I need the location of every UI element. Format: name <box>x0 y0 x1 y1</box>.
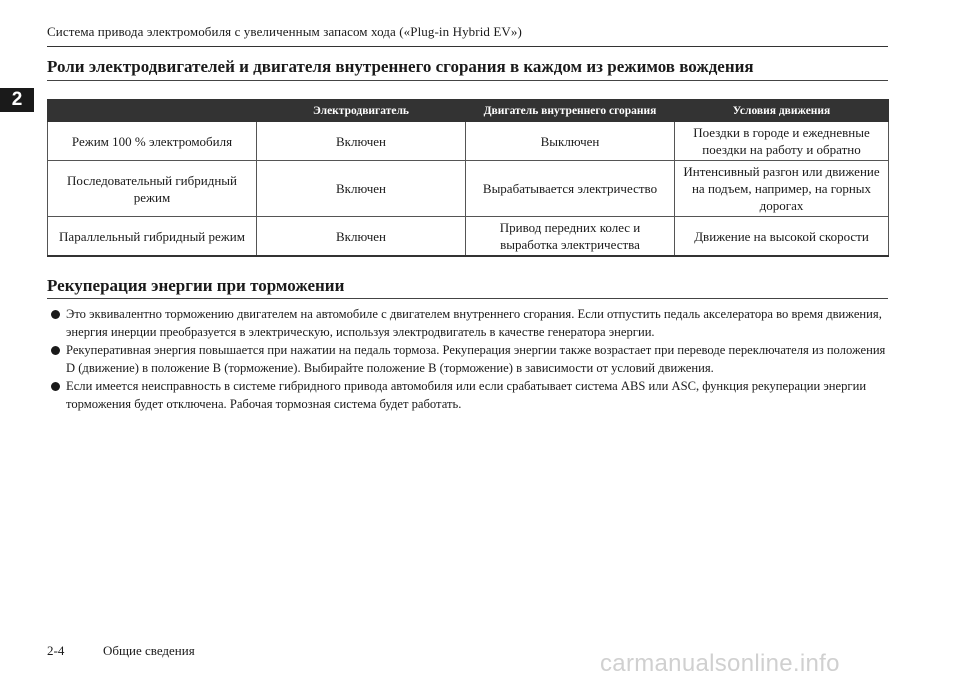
running-header: Система привода электромобиля с увеличенным запасом хода («Plug-in Hybrid EV») <box>47 24 522 39</box>
table-cell: Режим 100 % электромобиля <box>48 122 257 161</box>
table-header-cell: Условия движения <box>675 100 889 122</box>
table-cell: Параллельный гибридный режим <box>48 217 257 257</box>
table-cell: Вырабатывается электричество <box>466 161 675 217</box>
section-title-regen-braking: Рекуперация энергии при торможении <box>47 276 345 295</box>
page-number: 2-4 <box>47 643 65 658</box>
table-cell: Включен <box>257 217 466 257</box>
footer-section-name: Общие сведения <box>103 643 195 658</box>
driving-modes-table <box>47 99 889 257</box>
table-cell: Последовательный гибридный режим <box>48 161 257 217</box>
table-header-cell <box>48 100 257 122</box>
table-cell: Выключен <box>466 122 675 161</box>
bullet-icon <box>51 346 60 355</box>
chapter-tab: 2 <box>0 88 34 112</box>
section-title-driving-modes: Роли электродвигателей и двигателя внутреннего сгорания в каждом из режимов вождения <box>47 57 754 76</box>
table-cell: Поездки в городе и ежедневные поездки на работу и обратно <box>675 122 889 161</box>
table-header-cell: Двигатель внутреннего сгорания <box>466 100 675 122</box>
list-item-text: Если имеется неисправность в системе гибридного привода автомобиля или если срабатывает система ABS или ASC, функция рекуперации энергии торможения будет отключена. Рабочая тормозная система будет работать. <box>66 379 867 411</box>
watermark: carmanualsonline.info <box>600 650 840 677</box>
table-row <box>48 122 889 161</box>
table-header-row <box>48 100 889 122</box>
list-item <box>51 305 887 341</box>
section-divider <box>47 298 888 299</box>
list-item-text: Это эквивалентно торможению двигателем на автомобиле с двигателем внутреннего сгорания. Если отпустить педаль акселератора во время движения, энергия инерции преобразуется в электрическую, используя электродвигатель в качестве генератора энергии. <box>66 307 882 339</box>
list-item <box>51 377 887 413</box>
list-item-text: Рекуперативная энергия повышается при нажатии на педаль тормоза. Рекуперация энергии также возрастает при переводе переключателя из положения D (движение) в положение B (торможение). Выбирайте положение B (торможение) в зависимости от условий движения. <box>66 343 886 375</box>
table-cell: Интенсивный разгон или движение на подъем, например, на горных дорогах <box>675 161 889 217</box>
header-divider <box>47 46 888 47</box>
table-header-cell: Электродвигатель <box>257 100 466 122</box>
list-item <box>51 341 887 377</box>
table-row <box>48 161 889 217</box>
table-cell: Привод передних колес и выработка электричества <box>466 217 675 257</box>
table-cell: Движение на высокой скорости <box>675 217 889 257</box>
table-row <box>48 217 889 257</box>
section-divider <box>47 80 888 81</box>
bullet-icon <box>51 310 60 319</box>
table-cell: Включен <box>257 122 466 161</box>
table-cell: Включен <box>257 161 466 217</box>
regen-bullet-list <box>51 305 887 413</box>
bullet-icon <box>51 382 60 391</box>
